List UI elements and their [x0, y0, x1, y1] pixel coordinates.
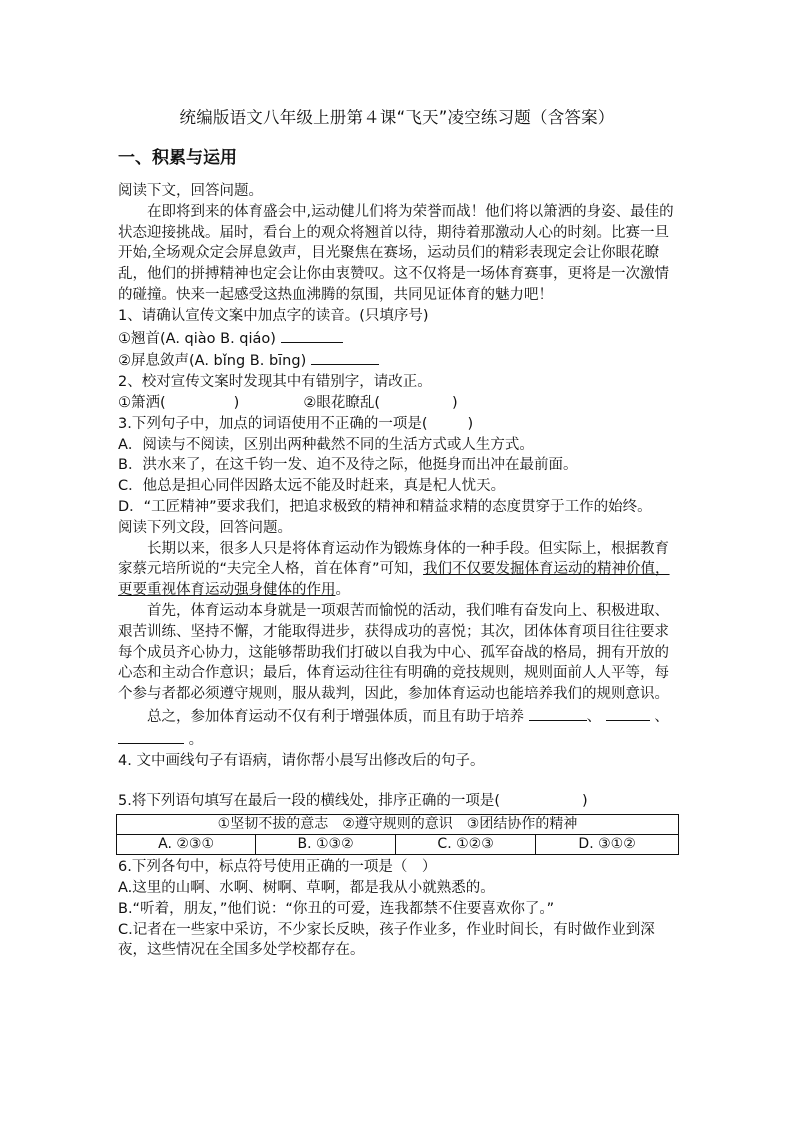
- question-5-stem-close: ): [582, 793, 588, 810]
- question-5-phrases: ①坚韧不拔的意志 ②遵守规则的意识 ③团结协作的精神: [117, 815, 679, 835]
- question-3-option-a: A．阅读与不阅读，区别出两种截然不同的生活方式或人生方式。: [118, 436, 534, 453]
- question-1-stem: 1、请确认宣传文案中加点字的读音。(只填序号): [118, 307, 429, 324]
- question-5-option-c[interactable]: C. ①②③: [395, 835, 535, 855]
- question-3-stem-close: ): [467, 415, 474, 432]
- passage-one: 在即将到来的体育盛会中,运动健儿们将为荣誉而战！他们将以箫洒的身姿、最佳的状态迎接挑战。届时，看台上的观众将翘首以待，期待着那激动人心的时刻。比赛一旦开始,全场观众定会屏息敛声，目光聚焦在赛场，运动员们的精彩表现定会让你眼花瞭乱，他们的拼搏精神也定会让你由衷赞叹。这不仅将是一场体育赛事，更将是一次激情的碰撞。快来一起感受这热血沸腾的氛围，共同见证体育的魅力吧！: [118, 203, 674, 303]
- separator: 、: [586, 708, 602, 725]
- question-2-item-2: ②眼花瞭乱(: [303, 394, 380, 411]
- question-1-item-1: [118, 327, 678, 350]
- question-1-item-1-text: ①翘首(A. qiào B. qiáo): [118, 330, 276, 347]
- answer-blank[interactable]: [529, 705, 587, 721]
- section-heading: 一、积累与运用: [118, 148, 237, 168]
- reading-instruction-2: 阅读下列文段，回答问题。: [118, 519, 292, 536]
- reading-instruction: 阅读下文，回答问题。: [118, 183, 263, 199]
- question-5-stem: 5.将下列语句填写在最后一段的横线处，排序正确的一项是(: [118, 793, 500, 810]
- answer-blank[interactable]: [606, 705, 650, 721]
- question-6-option-c: C.记者在一些家中采访，不少家长反映，孩子作业多，作业时间长，有时做作业到深夜，这些情况在全国多处学校都存在。: [118, 921, 655, 959]
- passage-two-text: 。: [335, 582, 350, 599]
- question-2-item-2-close: ): [451, 394, 458, 411]
- terminator: 。: [188, 731, 204, 748]
- document-body: [118, 145, 678, 961]
- question-5-options-table: [116, 814, 679, 855]
- answer-blank[interactable]: [281, 327, 343, 343]
- question-5-option-a[interactable]: A. ②③①: [117, 835, 256, 855]
- passage-two-paragraph-2: 首先，体育运动本身就是一项艰苦而愉悦的活动，我们唯有奋发向上、积极进取、艰苦训练、坚持不懈，才能取得进步，获得成功的喜悦；其次，团体体育项目往往要求每个成员齐心协力，这能够帮助我们打破以自我为中心、孤军奋战的格局，拥有开放的心态和主动合作意识；最后，体育运动往往有明确的竞技规则，规则面前人人平等，每个参与者都必须遵守规则，服从裁判，因此，参加体育运动也能培养我们的规则意识。: [118, 602, 669, 703]
- separator: 、: [654, 708, 669, 725]
- question-1-item-2-text: ②屏息敛声(A. bǐng B. bīng): [118, 353, 307, 370]
- passage-two-text: 长期以来，很多人只是将体育运动作为锻炼身体的一种手段。但实际上，根据教育家蔡元培所说的“夫完全人格，首在体育”可知，: [118, 540, 669, 578]
- question-3-option-b: B．洪水来了，在这千钧一发、迫不及待之际，他挺身而出冲在最前面。: [118, 457, 578, 474]
- question-2-items: [118, 393, 678, 414]
- question-2-item-1-close: ): [233, 394, 240, 411]
- passage-two-paragraph-1: [118, 539, 678, 601]
- question-5-option-b[interactable]: B. ①③②: [256, 835, 396, 855]
- question-6-stem: 6.下列各句中，标点符号使用正确的一项是（ ）: [118, 859, 437, 876]
- question-1-item-2: [118, 349, 678, 372]
- question-2-item-1: ①箫洒(: [118, 394, 166, 411]
- document-title: 统编版语文八年级上册第４课“飞天”凌空练习题（含答案）: [179, 108, 615, 127]
- question-5-stem-line: [118, 791, 678, 812]
- question-6-option-a: A.这里的山啊、水啊、树啊、草啊，都是我从小就熟悉的。: [118, 879, 495, 896]
- question-6-option-b: B.“听着，朋友，”他们说：“你丑的可爱，连我都禁不住要喜欢你了。”: [118, 900, 555, 917]
- question-4: 4. 文中画线句子有语病，请你帮小晨写出修改后的句子。: [118, 752, 485, 769]
- answer-area[interactable]: [118, 771, 678, 791]
- answer-blank[interactable]: [118, 728, 184, 744]
- passage-two-text: 总之，参加体育运动不仅有利于增强体质，而且有助于培养: [147, 708, 524, 725]
- passage-two-paragraph-3: [118, 705, 678, 751]
- question-3-stem-line: [118, 414, 678, 435]
- question-3-option-d: D．“工匠精神”要求我们，把追求极致的精神和精益求精的态度贯穿于工作的始终。: [118, 498, 652, 515]
- answer-blank[interactable]: [311, 349, 379, 365]
- underlined-sentence: 我们不仅要发掘体育运动的精神价值，更要重视体育运动强身健体的作用: [118, 561, 670, 599]
- question-5-option-d[interactable]: D. ③①②: [536, 835, 679, 855]
- question-3-option-c: C．他总是担心同伴因路太远不能及时赶来，真是杞人忧天。: [118, 478, 506, 495]
- question-3-stem: 3.下列句子中，加点的词语使用不正确的一项是(: [118, 415, 428, 432]
- question-2-stem: 2、校对宣传文案时发现其中有错别字，请改正。: [118, 374, 432, 391]
